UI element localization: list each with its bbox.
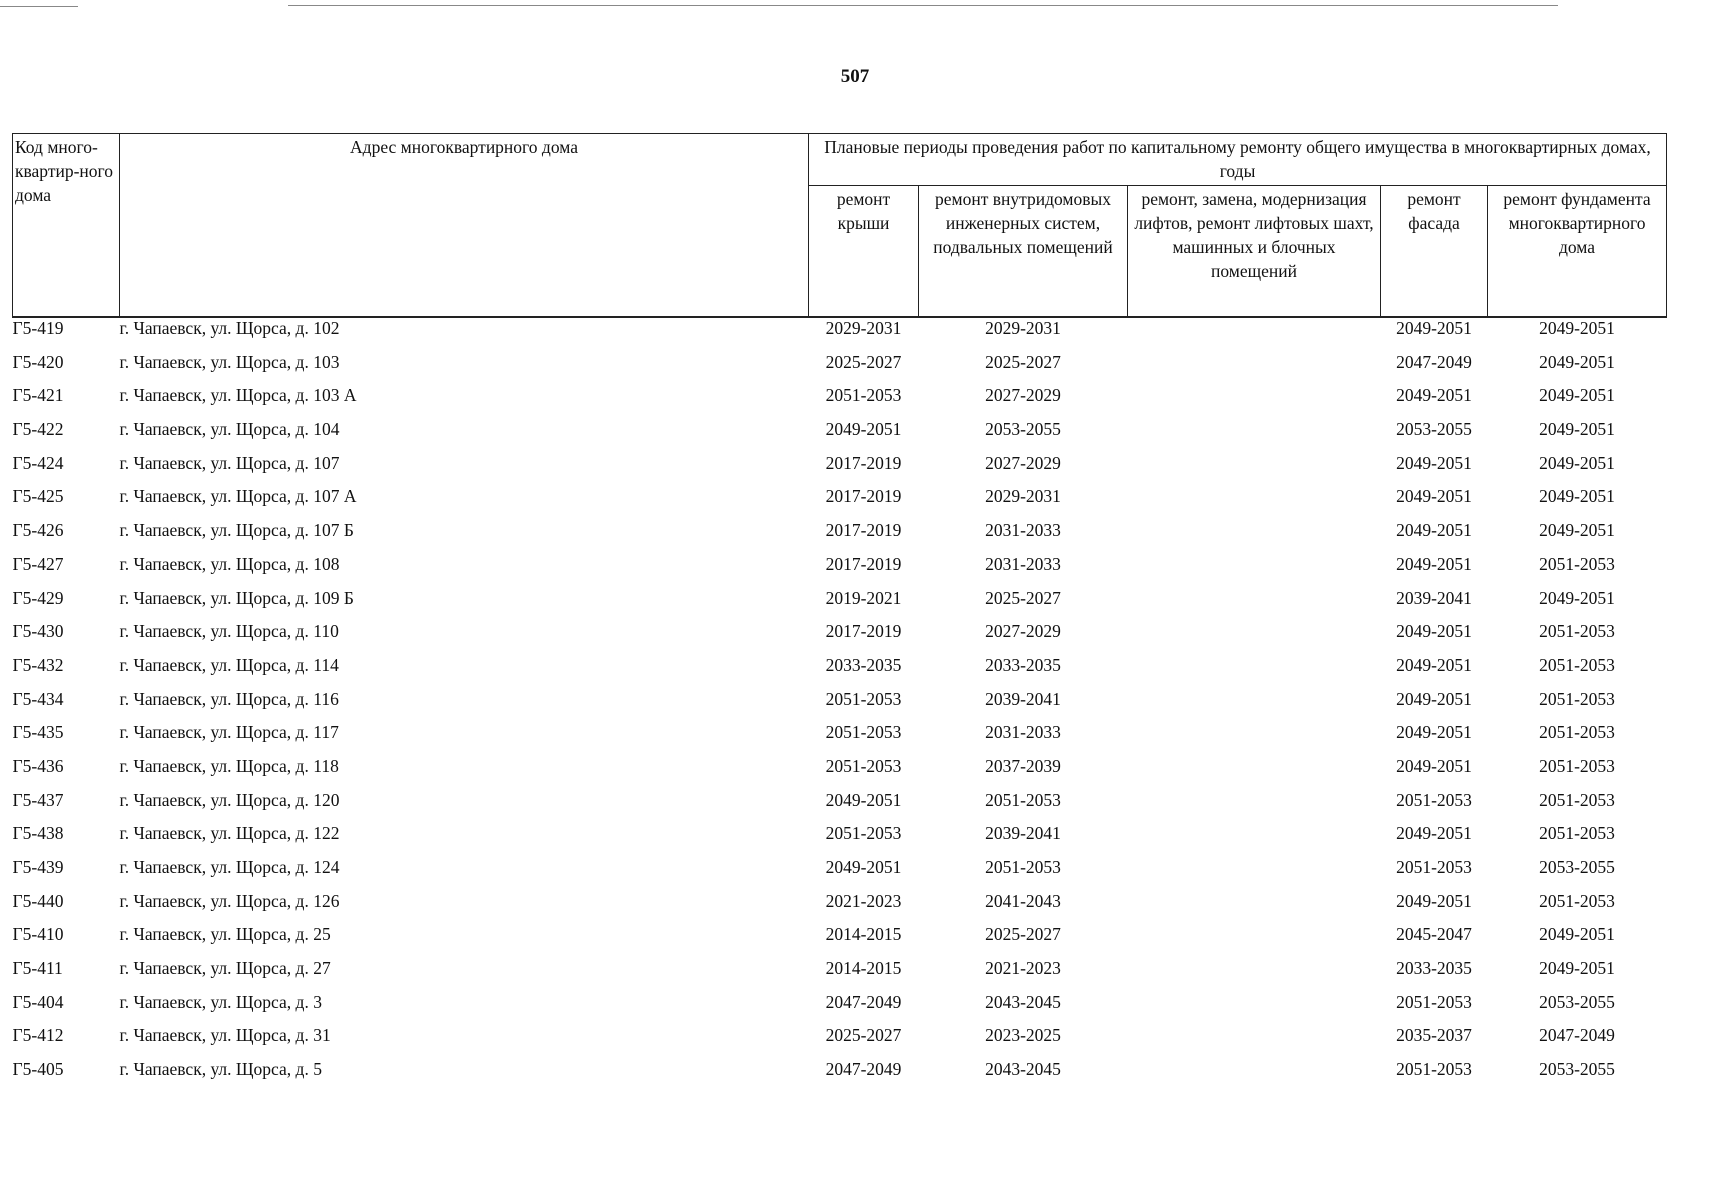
cell-address: г. Чапаевск, ул. Щорса, д. 31 [119,1025,331,1046]
cell-code: Г5-434 [12,688,64,709]
cell-roof: 2014-2015 [825,924,902,945]
cell-lifts [1128,453,1381,487]
cell-foundation: 2051-2053 [1539,722,1615,743]
cell-foundation: 2053-2055 [1539,991,1615,1012]
cell-facade: 2053-2055 [1396,419,1472,440]
table-row [13,588,1667,622]
cell-foundation: 2051-2053 [1539,654,1615,675]
cell-systems: 2041-2043 [985,890,1061,911]
cell-address: г. Чапаевск, ул. Щорса, д. 120 [119,789,340,810]
header-roof: ремонт крыши [809,186,919,318]
cell-lifts [1128,857,1381,891]
cell-lifts [1128,689,1381,723]
table-row [13,722,1667,756]
cell-foundation: 2049-2051 [1539,587,1615,608]
table-row [13,790,1667,824]
table-row [13,857,1667,891]
cell-systems: 2039-2041 [985,688,1061,709]
cell-facade: 2049-2051 [1396,385,1472,406]
cell-facade: 2049-2051 [1396,654,1472,675]
cell-systems: 2027-2029 [985,385,1061,406]
table-row [13,891,1667,925]
cell-facade: 2049-2051 [1396,553,1472,574]
header-lifts: ремонт, замена, модернизация лифтов, ремонт лифтовых шахт, машинных и блочных помещений [1128,186,1381,318]
cell-lifts [1128,385,1381,419]
cell-address: г. Чапаевск, ул. Щорса, д. 122 [119,823,340,844]
header-foundation: ремонт фундамента многоквартирного дома [1488,186,1667,318]
table-row [13,317,1667,352]
cell-lifts [1128,1025,1381,1059]
cell-address: г. Чапаевск, ул. Щорса, д. 107 А [119,486,357,507]
cell-facade: 2047-2049 [1396,351,1472,372]
cell-roof: 2049-2051 [825,419,902,440]
cell-systems: 2029-2031 [985,318,1061,338]
cell-address: г. Чапаевск, ул. Щорса, д. 107 Б [119,520,354,541]
cell-facade: 2051-2053 [1396,991,1472,1012]
repair-schedule-table [12,133,1667,1093]
header-planned-periods: Плановые периоды проведения работ по капитальному ремонту общего имущества в многоквартирных домах, годы [809,134,1667,186]
cell-address: г. Чапаевск, ул. Щорса, д. 25 [119,924,331,945]
cell-roof: 2047-2049 [825,1059,902,1080]
cell-address: г. Чапаевск, ул. Щорса, д. 117 [119,722,339,743]
table-row [13,554,1667,588]
cell-address: г. Чапаевск, ул. Щорса, д. 27 [119,958,331,979]
cell-foundation: 2051-2053 [1539,688,1615,709]
cell-address: г. Чапаевск, ул. Щорса, д. 118 [119,755,339,776]
cell-lifts [1128,419,1381,453]
cell-facade: 2039-2041 [1396,587,1472,608]
cell-systems: 2027-2029 [985,452,1061,473]
cell-foundation: 2051-2053 [1539,553,1615,574]
table-row [13,1025,1667,1059]
cell-facade: 2051-2053 [1396,1059,1472,1080]
table-row [13,924,1667,958]
cell-roof: 2019-2021 [825,587,902,608]
cell-systems: 2023-2025 [985,1025,1061,1046]
cell-systems: 2031-2033 [985,553,1061,574]
cell-code: Г5-410 [12,924,64,945]
cell-code: Г5-435 [12,722,64,743]
cell-code: Г5-429 [12,587,64,608]
cell-systems: 2053-2055 [985,419,1061,440]
cell-code: Г5-437 [12,789,64,810]
table-row [13,385,1667,419]
cell-systems: 2025-2027 [985,924,1061,945]
cell-address: г. Чапаевск, ул. Щорса, д. 116 [119,688,339,709]
cell-lifts [1128,554,1381,588]
cell-foundation: 2049-2051 [1539,385,1615,406]
cell-foundation: 2049-2051 [1539,452,1615,473]
cell-foundation: 2051-2053 [1539,890,1615,911]
cell-lifts [1128,486,1381,520]
header-code: Код много-квартир-ного дома [13,134,120,318]
cell-systems: 2039-2041 [985,823,1061,844]
cell-foundation: 2049-2051 [1539,419,1615,440]
cell-roof: 2051-2053 [825,722,902,743]
cell-roof: 2049-2051 [825,857,902,877]
cell-lifts [1128,924,1381,958]
table-row [13,453,1667,487]
cell-code: Г5-411 [12,958,63,979]
cell-address: г. Чапаевск, ул. Щорса, д. 104 [119,419,340,440]
table-row [13,352,1667,386]
cell-address: г. Чапаевск, ул. Щорса, д. 108 [119,553,340,574]
cell-systems: 2051-2053 [985,789,1061,810]
cell-systems: 2037-2039 [985,755,1061,776]
table-row [13,689,1667,723]
cell-address: г. Чапаевск, ул. Щорса, д. 114 [119,654,339,675]
cell-code: Г5-404 [12,991,64,1012]
cell-code: Г5-419 [12,318,64,338]
cell-facade: 2049-2051 [1396,486,1472,507]
cell-facade: 2049-2051 [1396,621,1472,642]
cell-foundation: 2049-2051 [1539,351,1615,372]
cell-code: Г5-432 [12,654,64,675]
cell-roof: 2017-2019 [825,486,902,507]
table-row [13,486,1667,520]
cell-address: г. Чапаевск, ул. Щорса, д. 109 Б [119,587,354,608]
cell-foundation: 2053-2055 [1539,857,1615,877]
scan-edge-line [0,6,78,7]
cell-roof: 2029-2031 [825,318,902,338]
cell-roof: 2017-2019 [825,553,902,574]
table-row [13,958,1667,992]
cell-systems: 2051-2053 [985,857,1061,877]
cell-code: Г5-412 [12,1025,64,1046]
cell-foundation: 2047-2049 [1539,1025,1615,1046]
cell-code: Г5-436 [12,755,64,776]
table-row [13,1059,1667,1093]
cell-roof: 2025-2027 [825,351,902,372]
cell-systems: 2021-2023 [985,958,1061,979]
cell-facade: 2049-2051 [1396,318,1472,338]
cell-code: Г5-422 [12,419,64,440]
cell-foundation: 2049-2051 [1539,924,1615,945]
cell-address: г. Чапаевск, ул. Щорса, д. 5 [119,1059,322,1080]
cell-address: г. Чапаевск, ул. Щорса, д. 126 [119,890,340,911]
cell-systems: 2031-2033 [985,722,1061,743]
scan-edge-line [288,5,1558,6]
cell-lifts [1128,958,1381,992]
header-systems: ремонт внутридомовых инженерных систем, подвальных помещений [919,186,1128,318]
cell-systems: 2033-2035 [985,654,1061,675]
table-body [13,317,1667,1093]
cell-facade: 2051-2053 [1396,857,1472,877]
cell-lifts [1128,756,1381,790]
cell-lifts [1128,823,1381,857]
cell-facade: 2049-2051 [1396,520,1472,541]
cell-roof: 2051-2053 [825,755,902,776]
cell-code: Г5-440 [12,890,64,911]
cell-systems: 2043-2045 [985,1059,1061,1080]
table-row [13,655,1667,689]
cell-foundation: 2049-2051 [1539,486,1615,507]
cell-systems: 2027-2029 [985,621,1061,642]
cell-facade: 2033-2035 [1396,958,1472,979]
cell-roof: 2017-2019 [825,621,902,642]
cell-roof: 2051-2053 [825,688,902,709]
cell-address: г. Чапаевск, ул. Щорса, д. 124 [119,857,340,877]
cell-code: Г5-427 [12,553,64,574]
cell-roof: 2025-2027 [825,1025,902,1046]
cell-address: г. Чапаевск, ул. Щорса, д. 102 [119,318,340,338]
cell-code: Г5-439 [12,857,64,877]
cell-lifts [1128,520,1381,554]
header-address: Адрес многоквартирного дома [120,134,809,318]
cell-roof: 2033-2035 [825,654,902,675]
cell-facade: 2049-2051 [1396,890,1472,911]
cell-code: Г5-438 [12,823,64,844]
cell-address: г. Чапаевск, ул. Щорса, д. 103 [119,351,340,372]
header-facade: ремонт фасада [1381,186,1488,318]
cell-facade: 2035-2037 [1396,1025,1472,1046]
table-row [13,992,1667,1026]
cell-lifts [1128,891,1381,925]
table-row [13,621,1667,655]
cell-facade: 2051-2053 [1396,789,1472,810]
cell-code: Г5-405 [12,1059,64,1080]
cell-foundation: 2049-2051 [1539,958,1615,979]
cell-systems: 2031-2033 [985,520,1061,541]
cell-foundation: 2051-2053 [1539,755,1615,776]
cell-facade: 2045-2047 [1396,924,1472,945]
cell-facade: 2049-2051 [1396,722,1472,743]
cell-lifts [1128,352,1381,386]
cell-code: Г5-430 [12,621,64,642]
cell-facade: 2049-2051 [1396,823,1472,844]
cell-roof: 2049-2051 [825,789,902,810]
cell-roof: 2021-2023 [825,890,902,911]
cell-foundation: 2051-2053 [1539,823,1615,844]
cell-address: г. Чапаевск, ул. Щорса, д. 107 [119,452,340,473]
cell-code: Г5-420 [12,351,64,372]
cell-roof: 2014-2015 [825,958,902,979]
cell-address: г. Чапаевск, ул. Щорса, д. 110 [119,621,339,642]
cell-facade: 2049-2051 [1396,755,1472,776]
cell-roof: 2047-2049 [825,991,902,1012]
cell-lifts [1128,992,1381,1026]
cell-address: г. Чапаевск, ул. Щорса, д. 3 [119,991,322,1012]
cell-systems: 2043-2045 [985,991,1061,1012]
table-row [13,520,1667,554]
cell-facade: 2049-2051 [1396,688,1472,709]
table-row [13,419,1667,453]
table-row [13,823,1667,857]
cell-systems: 2029-2031 [985,486,1061,507]
cell-lifts [1128,1059,1381,1093]
cell-lifts [1128,790,1381,824]
cell-lifts [1128,317,1381,352]
page-number: 507 [840,66,870,87]
cell-address: г. Чапаевск, ул. Щорса, д. 103 А [119,385,357,406]
cell-systems: 2025-2027 [985,351,1061,372]
table-row [13,756,1667,790]
cell-code: Г5-424 [12,452,64,473]
cell-roof: 2017-2019 [825,452,902,473]
cell-foundation: 2051-2053 [1539,789,1615,810]
cell-code: Г5-425 [12,486,64,507]
cell-lifts [1128,722,1381,756]
cell-foundation: 2051-2053 [1539,621,1615,642]
cell-facade: 2049-2051 [1396,452,1472,473]
cell-roof: 2017-2019 [825,520,902,541]
cell-roof: 2051-2053 [825,385,902,406]
cell-foundation: 2049-2051 [1539,318,1615,338]
cell-systems: 2025-2027 [985,587,1061,608]
cell-code: Г5-426 [12,520,64,541]
cell-roof: 2051-2053 [825,823,902,844]
cell-foundation: 2053-2055 [1539,1059,1615,1080]
cell-code: Г5-421 [12,385,64,406]
cell-lifts [1128,588,1381,622]
cell-foundation: 2049-2051 [1539,520,1615,541]
cell-lifts [1128,621,1381,655]
cell-lifts [1128,655,1381,689]
